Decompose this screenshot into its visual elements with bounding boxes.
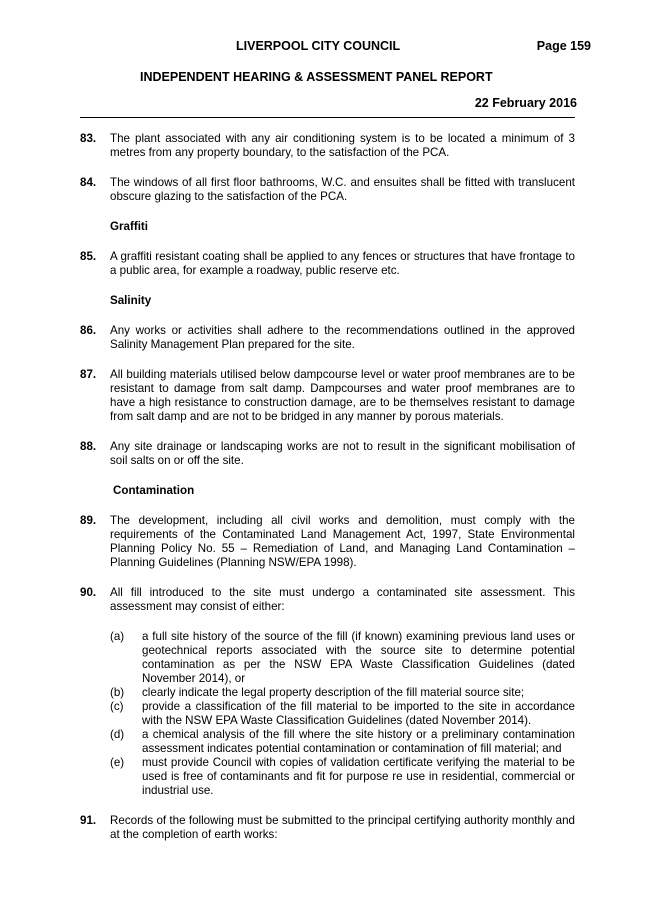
- sub-clause-label: (a): [110, 630, 125, 643]
- condition-86: [80, 324, 575, 352]
- sub-clause-text: clearly indicate the legal property description of the fill material source site;: [142, 686, 525, 699]
- section-heading-salinity: Salinity: [110, 294, 152, 307]
- sub-clause-text: a chemical analysis of the fill where the site history or a preliminary contamination assessment indicates potential contamination or contamination of fill material; and: [142, 728, 575, 755]
- condition-number: 85.: [80, 250, 97, 263]
- condition-text: All fill introduced to the site must undergo a contaminated site assessment. This assessment may consist of either:: [110, 586, 575, 613]
- condition-85: [80, 250, 575, 278]
- condition-84: [80, 176, 575, 204]
- sub-clause-e: [110, 756, 575, 798]
- sub-clause-label: (e): [110, 756, 125, 769]
- sub-clause-label: (d): [110, 728, 125, 741]
- sub-clause-list: [110, 630, 575, 798]
- condition-text: Any works or activities shall adhere to the recommendations outlined in the approved Salinity Management Plan prepared for the site.: [110, 324, 575, 351]
- condition-number: 91.: [80, 814, 97, 827]
- sub-clause-label: (b): [110, 686, 125, 699]
- sub-clause-a: [110, 630, 575, 686]
- condition-text: The development, including all civil works and demolition, must comply with the requirements of the Contaminated Land Management Act, 1997, State Environmental Planning Policy No. 55 – Remediation of Land, and Managing Land Contamination – Planning Guidelines (Planning NSW/EPA 1998).: [110, 514, 575, 569]
- condition-number: 89.: [80, 514, 97, 527]
- sub-clause-c: [110, 700, 575, 728]
- condition-text: All building materials utilised below dampcourse level or water proof membranes are to be resistant to damage from salt damp. Dampcourses and water proof membranes are to have a high resistance to construction damage, are to be themselves resistant to damage from salt damp and are not to be bridged in any manner by porous materials.: [110, 368, 575, 423]
- condition-number: 87.: [80, 368, 97, 381]
- section-heading-graffiti: Graffiti: [110, 220, 149, 233]
- sub-clause-b: [110, 686, 575, 700]
- report-title: INDEPENDENT HEARING & ASSESSMENT PANEL REPORT: [140, 70, 493, 84]
- council-name: LIVERPOOL CITY COUNCIL: [236, 39, 401, 53]
- condition-91: [80, 814, 575, 842]
- document-body: [80, 132, 575, 858]
- condition-83: [80, 132, 575, 160]
- condition-text: A graffiti resistant coating shall be applied to any fences or structures that have frontage to a public area, for example a roadway, public reserve etc.: [110, 250, 575, 277]
- sub-clause-d: [110, 728, 575, 756]
- sub-clause-text: a full site history of the source of the fill (if known) examining previous land uses or geotechnical reports associated with the source site to determine potential contamination as per the NSW EPA Waste Classification Guidelines (dated November 2014), or: [142, 630, 575, 685]
- condition-number: 83.: [80, 132, 97, 145]
- condition-number: 88.: [80, 440, 97, 453]
- sub-clause-text: must provide Council with copies of validation certificate verifying the material to be used is free of contaminants and fit for purpose re use in residential, commercial or industrial use.: [142, 756, 575, 797]
- condition-text: The windows of all first floor bathrooms, W.C. and ensuites shall be fitted with translucent obscure glazing to the satisfaction of the PCA.: [110, 176, 575, 203]
- condition-number: 84.: [80, 176, 97, 189]
- condition-88: [80, 440, 575, 468]
- condition-text: Records of the following must be submitted to the principal certifying authority monthly and at the completion of earth works:: [110, 814, 575, 841]
- condition-number: 86.: [80, 324, 97, 337]
- condition-87: [80, 368, 575, 424]
- page-number: Page 159: [536, 39, 591, 53]
- header-divider: [80, 117, 575, 118]
- report-date: 22 February 2016: [474, 96, 577, 110]
- condition-text: Any site drainage or landscaping works are not to result in the significant mobilisation of soil salts on or off the site.: [110, 440, 575, 467]
- condition-text: The plant associated with any air conditioning system is to be located a minimum of 3 metres from any property boundary, to the satisfaction of the PCA.: [110, 132, 575, 159]
- sub-clause-label: (c): [110, 700, 124, 713]
- sub-clause-text: provide a classification of the fill material to be imported to the site in accordance with the NSW EPA Waste Classification Guidelines (dated November 2014).: [142, 700, 575, 727]
- condition-number: 90.: [80, 586, 97, 599]
- condition-89: [80, 514, 575, 570]
- section-heading-contamination: Contamination: [113, 484, 195, 497]
- condition-90: [80, 586, 575, 798]
- condition-body: [110, 586, 575, 798]
